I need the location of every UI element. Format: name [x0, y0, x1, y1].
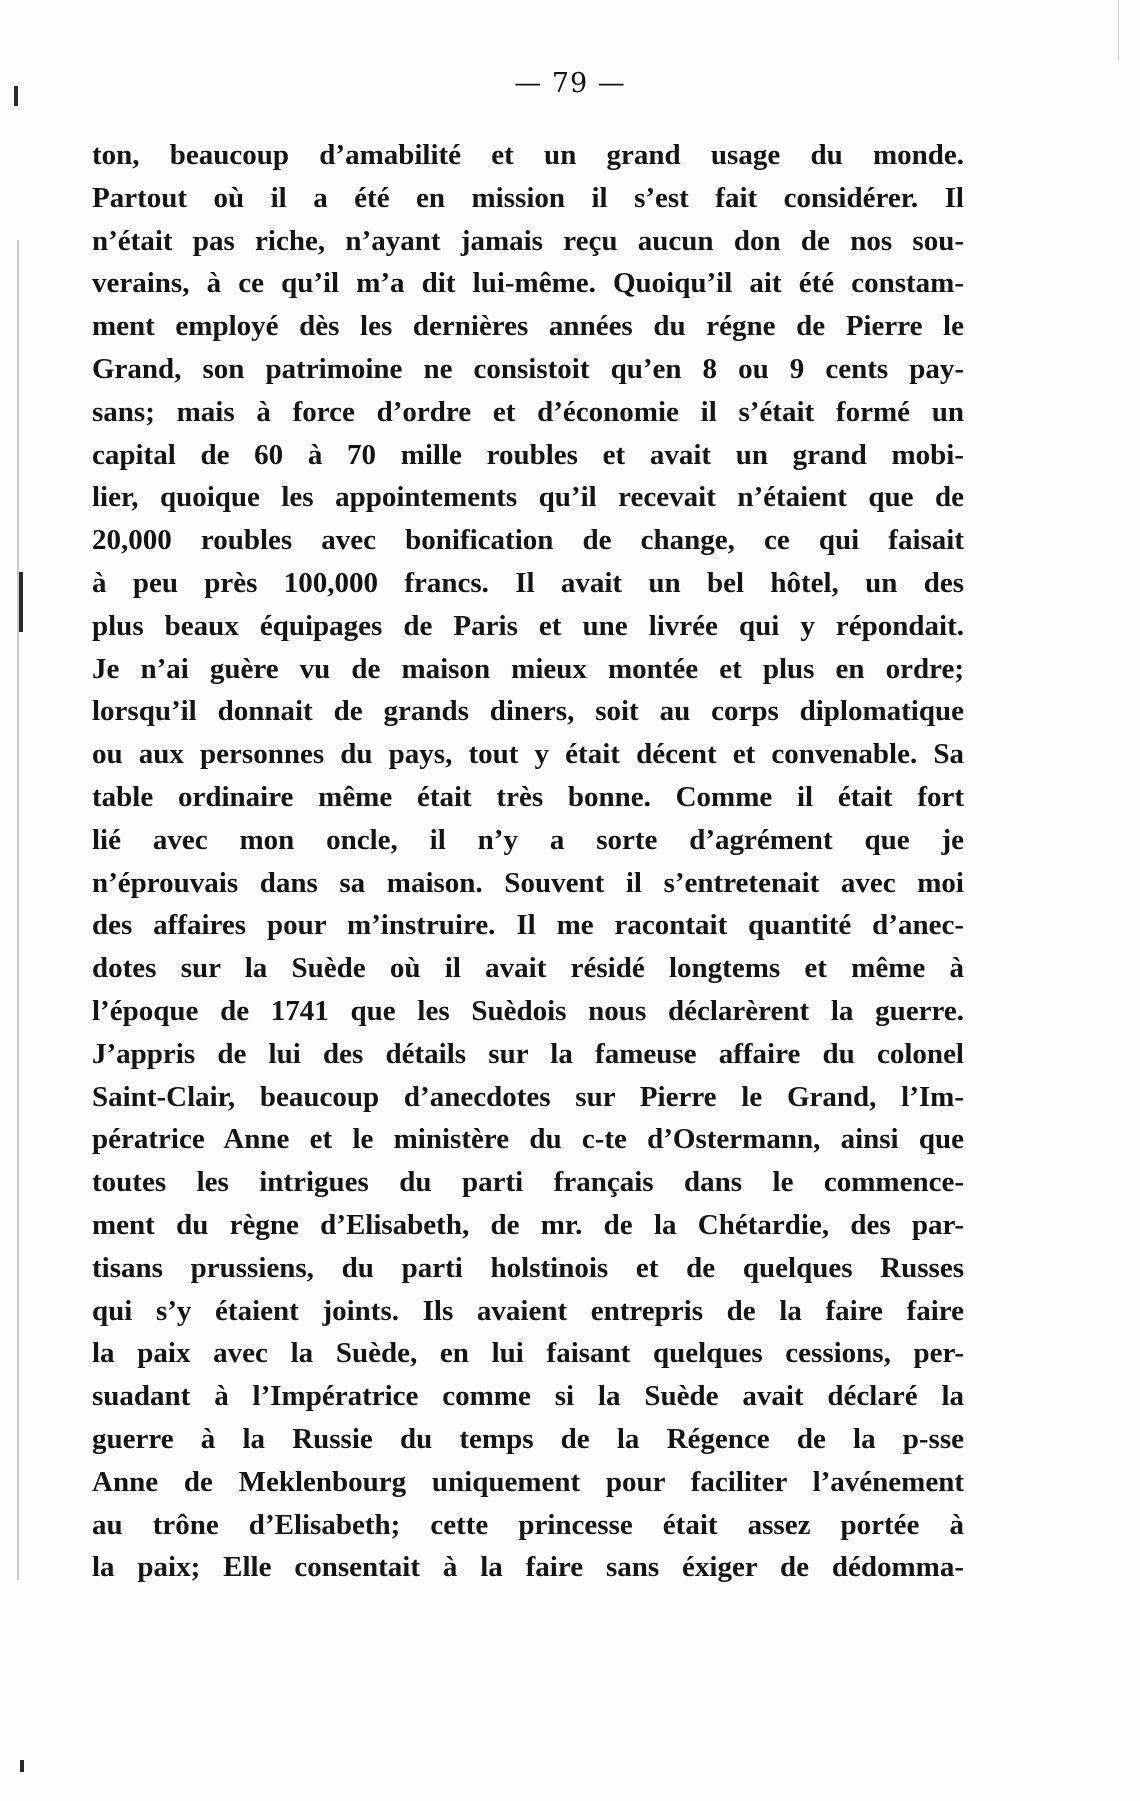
text-line: J’appris de lui des détails sur la fameuse affaire du colonel [92, 1037, 964, 1070]
text-line: Grand, son patrimoine ne consistoit qu’en 8 ou 9 cents pay- [92, 352, 964, 385]
scan-edge-rule [1118, 0, 1119, 60]
scan-speck [20, 1760, 24, 1772]
text-line: la paix avec la Suède, en lui faisant quelques cessions, per- [92, 1337, 964, 1370]
text-line: guerre à la Russie du temps de la Régence de la p-sse [92, 1422, 964, 1455]
text-line: 20,000 roubles avec bonification de change, ce qui faisait [92, 524, 964, 557]
text-line: Partout où il a été en mission il s’est fait considérer. Il [92, 181, 964, 214]
text-line: verains, à ce qu’il m’a dit lui-même. Quoiqu’il ait été constam- [92, 267, 964, 300]
text-line: capital de 60 à 70 mille roubles et avait un grand mobi- [92, 438, 964, 471]
text-line: ou aux personnes du pays, tout y était décent et convenable. Sa [92, 738, 964, 771]
text-line: à peu près 100,000 francs. Il avait un bel hôtel, un des [92, 566, 964, 599]
text-line: n’était pas riche, n’ayant jamais reçu aucun don de nos sou- [92, 224, 964, 257]
scan-speck [19, 572, 23, 632]
scan-bleed-line [17, 240, 19, 1580]
text-line: au trône d’Elisabeth; cette princesse était assez portée à [92, 1508, 964, 1541]
text-line: plus beaux équipages de Paris et une livrée qui y répondait. [92, 609, 964, 642]
text-line: ton, beaucoup d’amabilité et un grand usage du monde. [92, 139, 964, 171]
text-line: ment du règne d’Elisabeth, de mr. de la Chétardie, des par- [92, 1208, 964, 1241]
text-line: l’époque de 1741 que les Suèdois nous déclarèrent la guerre. [92, 994, 964, 1027]
page-number: — 79 — [514, 68, 626, 99]
body-text [92, 134, 964, 1589]
text-line: dotes sur la Suède où il avait résidé longtems et même à [92, 952, 964, 985]
text-line: lorsqu’il donnait de grands diners, soit au corps diplomatique [92, 695, 964, 728]
text-line: Anne de Meklenbourg uniquement pour faciliter l’avénement [92, 1465, 964, 1498]
text-line: sans; mais à force d’ordre et d’économie il s’était formé un [92, 395, 964, 428]
text-line: des affaires pour m’instruire. Il me racontait quantité d’anec- [92, 909, 964, 942]
text-line: table ordinaire même était très bonne. Comme il était fort [92, 780, 964, 813]
text-line: toutes les intrigues du parti français dans le commence- [92, 1166, 964, 1199]
text-line: qui s’y étaient joints. Ils avaient entrepris de la faire faire [92, 1294, 964, 1327]
text-line: n’éprouvais dans sa maison. Souvent il s’entretenait avec moi [92, 866, 964, 899]
text-line: suadant à l’Impératrice comme si la Suède avait déclaré la [92, 1380, 964, 1413]
text-line: Je n’ai guère vu de maison mieux montée et plus en ordre; [92, 652, 964, 685]
text-line: pératrice Anne et le ministère du c-te d’Ostermann, ainsi que [92, 1123, 964, 1156]
text-line: ment employé dès les dernières années du régne de Pierre le [92, 310, 964, 343]
text-line: lié avec mon oncle, il n’y a sorte d’agrément que je [92, 823, 964, 856]
text-line: la paix; Elle consentait à la faire sans éxiger de dédomma- [92, 1551, 964, 1584]
text-line: tisans prussiens, du parti holstinois et de quelques Russes [92, 1251, 964, 1284]
text-line: Saint-Clair, beaucoup d’anecdotes sur Pierre le Grand, l’Im- [92, 1080, 964, 1113]
text-line: lier, quoique les appointements qu’il recevait n’étaient que de [92, 481, 964, 514]
